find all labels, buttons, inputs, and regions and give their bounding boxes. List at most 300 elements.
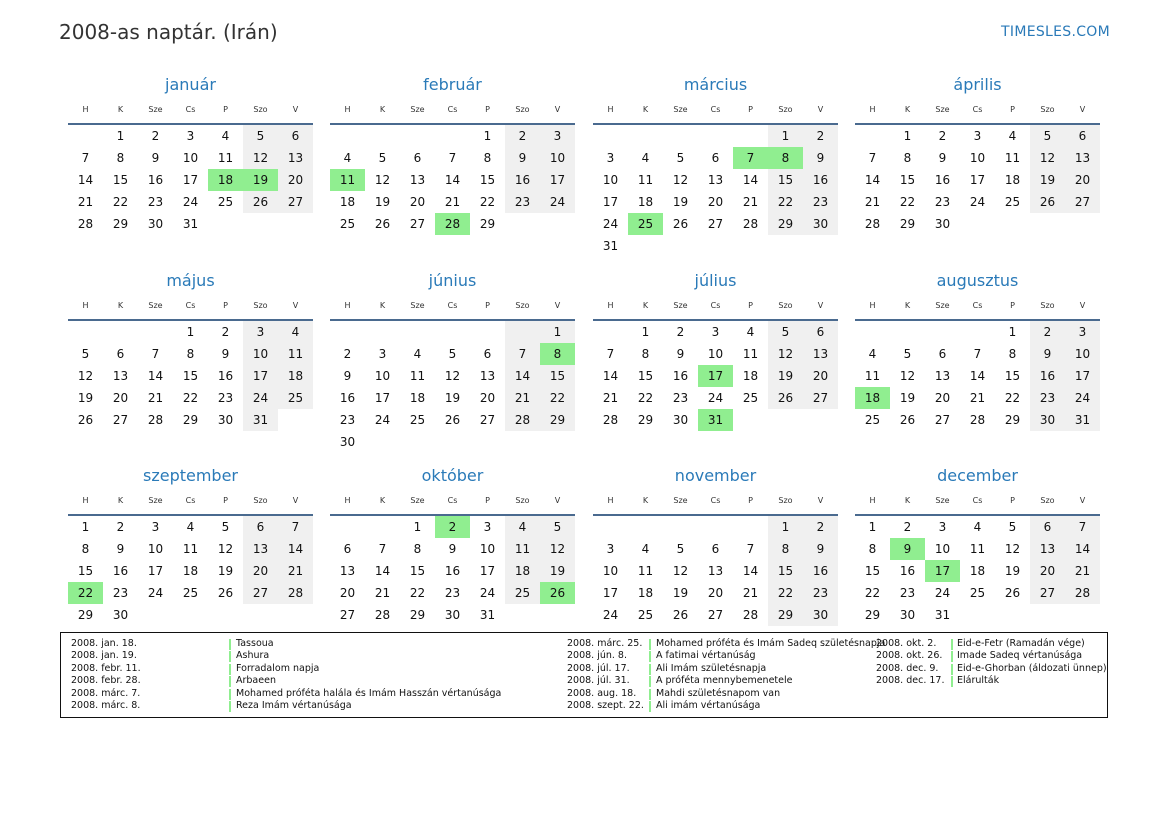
- day-cell[interactable]: 9: [505, 147, 540, 169]
- day-cell[interactable]: 4: [505, 516, 540, 538]
- day-cell[interactable]: 29: [479, 217, 496, 231]
- day-cell[interactable]: 2: [435, 516, 470, 538]
- day-cell[interactable]: 27: [803, 387, 838, 409]
- day-cell[interactable]: 24: [602, 608, 619, 622]
- day-cell[interactable]: 21: [444, 195, 461, 209]
- day-cell[interactable]: 16: [112, 564, 129, 578]
- day-cell[interactable]: 4: [973, 520, 982, 534]
- day-cell[interactable]: 1: [116, 129, 125, 143]
- day-cell[interactable]: 30: [217, 413, 234, 427]
- day-cell[interactable]: 3: [540, 125, 575, 147]
- day-cell[interactable]: 4: [278, 321, 313, 343]
- day-cell[interactable]: 2: [151, 129, 160, 143]
- day-cell[interactable]: 2: [938, 129, 947, 143]
- day-cell[interactable]: 4: [1008, 129, 1017, 143]
- day-cell[interactable]: 30: [147, 217, 164, 231]
- day-cell[interactable]: 28: [864, 217, 881, 231]
- day-cell[interactable]: 7: [505, 343, 540, 365]
- day-cell[interactable]: 12: [1004, 542, 1021, 556]
- day-cell[interactable]: 8: [903, 151, 912, 165]
- day-cell[interactable]: 4: [746, 325, 755, 339]
- day-cell[interactable]: 29: [899, 217, 916, 231]
- day-cell[interactable]: 21: [602, 391, 619, 405]
- day-cell[interactable]: 5: [676, 151, 685, 165]
- day-cell[interactable]: 1: [483, 129, 492, 143]
- day-cell[interactable]: 2: [116, 520, 125, 534]
- day-cell[interactable]: 3: [186, 129, 195, 143]
- day-cell[interactable]: 3: [378, 347, 387, 361]
- day-cell[interactable]: 15: [182, 369, 199, 383]
- day-cell[interactable]: 12: [1030, 147, 1065, 169]
- day-cell[interactable]: 14: [77, 173, 94, 187]
- day-cell[interactable]: 26: [672, 608, 689, 622]
- day-cell[interactable]: 18: [278, 365, 313, 387]
- day-cell[interactable]: 10: [602, 564, 619, 578]
- day-cell[interactable]: 23: [505, 191, 540, 213]
- day-cell[interactable]: 30: [899, 608, 916, 622]
- day-cell[interactable]: 13: [707, 564, 724, 578]
- day-cell[interactable]: 24: [1065, 387, 1100, 409]
- day-cell[interactable]: 13: [803, 343, 838, 365]
- day-cell[interactable]: 25: [628, 213, 663, 235]
- day-cell[interactable]: 28: [1065, 582, 1100, 604]
- day-cell[interactable]: 24: [540, 191, 575, 213]
- day-cell[interactable]: 2: [903, 520, 912, 534]
- day-cell[interactable]: 10: [540, 147, 575, 169]
- day-cell[interactable]: 17: [147, 564, 164, 578]
- day-cell[interactable]: 8: [413, 542, 422, 556]
- day-cell[interactable]: 7: [746, 542, 755, 556]
- day-cell[interactable]: 5: [768, 321, 803, 343]
- day-cell[interactable]: 20: [1030, 560, 1065, 582]
- day-cell[interactable]: 12: [77, 369, 94, 383]
- day-cell[interactable]: 9: [803, 147, 838, 169]
- day-cell[interactable]: 27: [707, 608, 724, 622]
- day-cell[interactable]: 1: [540, 321, 575, 343]
- day-cell[interactable]: 26: [672, 217, 689, 231]
- day-cell[interactable]: 8: [868, 542, 877, 556]
- day-cell[interactable]: 18: [855, 387, 890, 409]
- day-cell[interactable]: 6: [1030, 516, 1065, 538]
- day-cell[interactable]: 30: [803, 604, 838, 626]
- day-cell[interactable]: 9: [938, 151, 947, 165]
- day-cell[interactable]: 6: [278, 125, 313, 147]
- day-cell[interactable]: 16: [672, 369, 689, 383]
- day-cell[interactable]: 1: [768, 125, 803, 147]
- day-cell[interactable]: 26: [77, 413, 94, 427]
- day-cell[interactable]: 13: [243, 538, 278, 560]
- day-cell[interactable]: 17: [925, 560, 960, 582]
- day-cell[interactable]: 9: [448, 542, 457, 556]
- day-cell[interactable]: 11: [969, 542, 986, 556]
- day-cell[interactable]: 31: [243, 409, 278, 431]
- day-cell[interactable]: 31: [1065, 409, 1100, 431]
- day-cell[interactable]: 21: [969, 391, 986, 405]
- day-cell[interactable]: 18: [505, 560, 540, 582]
- day-cell[interactable]: 31: [602, 239, 619, 253]
- day-cell[interactable]: 10: [147, 542, 164, 556]
- day-cell[interactable]: 4: [641, 542, 650, 556]
- day-cell[interactable]: 19: [1004, 564, 1021, 578]
- day-cell[interactable]: 19: [243, 169, 278, 191]
- day-cell[interactable]: 26: [768, 387, 803, 409]
- day-cell[interactable]: 28: [374, 608, 391, 622]
- day-cell[interactable]: 19: [672, 195, 689, 209]
- day-cell[interactable]: 16: [899, 564, 916, 578]
- day-cell[interactable]: 25: [1004, 195, 1021, 209]
- day-cell[interactable]: 26: [243, 191, 278, 213]
- day-cell[interactable]: 19: [217, 564, 234, 578]
- day-cell[interactable]: 26: [374, 217, 391, 231]
- day-cell[interactable]: 17: [182, 173, 199, 187]
- day-cell[interactable]: 7: [448, 151, 457, 165]
- day-cell[interactable]: 10: [602, 173, 619, 187]
- day-cell[interactable]: 27: [243, 582, 278, 604]
- day-cell[interactable]: 23: [803, 191, 838, 213]
- day-cell[interactable]: 7: [278, 516, 313, 538]
- day-cell[interactable]: 18: [208, 169, 243, 191]
- day-cell[interactable]: 5: [540, 516, 575, 538]
- day-cell[interactable]: 11: [182, 542, 199, 556]
- day-cell[interactable]: 1: [413, 520, 422, 534]
- day-cell[interactable]: 25: [217, 195, 234, 209]
- day-cell[interactable]: 18: [637, 586, 654, 600]
- day-cell[interactable]: 29: [768, 604, 803, 626]
- day-cell[interactable]: 17: [1065, 365, 1100, 387]
- day-cell[interactable]: 6: [243, 516, 278, 538]
- day-cell[interactable]: 14: [742, 564, 759, 578]
- day-cell[interactable]: 14: [147, 369, 164, 383]
- day-cell[interactable]: 15: [409, 564, 426, 578]
- day-cell[interactable]: 6: [116, 347, 125, 361]
- day-cell[interactable]: 22: [112, 195, 129, 209]
- day-cell[interactable]: 8: [1008, 347, 1017, 361]
- day-cell[interactable]: 26: [1004, 586, 1021, 600]
- day-cell[interactable]: 25: [339, 217, 356, 231]
- day-cell[interactable]: 14: [444, 173, 461, 187]
- day-cell[interactable]: 8: [768, 147, 803, 169]
- day-cell[interactable]: 18: [637, 195, 654, 209]
- day-cell[interactable]: 24: [707, 391, 724, 405]
- day-cell[interactable]: 22: [768, 191, 803, 213]
- day-cell[interactable]: 10: [934, 542, 951, 556]
- day-cell[interactable]: 16: [147, 173, 164, 187]
- day-cell[interactable]: 12: [217, 542, 234, 556]
- day-cell[interactable]: 20: [803, 365, 838, 387]
- day-cell[interactable]: 4: [413, 347, 422, 361]
- day-cell[interactable]: 21: [374, 586, 391, 600]
- day-cell[interactable]: 1: [903, 129, 912, 143]
- day-cell[interactable]: 22: [540, 387, 575, 409]
- day-cell[interactable]: 22: [68, 582, 103, 604]
- day-cell[interactable]: 22: [479, 195, 496, 209]
- day-cell[interactable]: 18: [409, 391, 426, 405]
- day-cell[interactable]: 7: [378, 542, 387, 556]
- day-cell[interactable]: 13: [707, 173, 724, 187]
- day-cell[interactable]: 15: [540, 365, 575, 387]
- day-cell[interactable]: 24: [374, 413, 391, 427]
- day-cell[interactable]: 15: [899, 173, 916, 187]
- day-cell[interactable]: 28: [742, 217, 759, 231]
- day-cell[interactable]: 1: [186, 325, 195, 339]
- day-cell[interactable]: 22: [768, 582, 803, 604]
- day-cell[interactable]: 11: [330, 169, 365, 191]
- day-cell[interactable]: 6: [413, 151, 422, 165]
- day-cell[interactable]: 7: [81, 151, 90, 165]
- day-cell[interactable]: 8: [116, 151, 125, 165]
- day-cell[interactable]: 3: [243, 321, 278, 343]
- day-cell[interactable]: 20: [479, 391, 496, 405]
- day-cell[interactable]: 26: [1030, 191, 1065, 213]
- day-cell[interactable]: 14: [864, 173, 881, 187]
- day-cell[interactable]: 15: [768, 169, 803, 191]
- day-cell[interactable]: 10: [707, 347, 724, 361]
- day-cell[interactable]: 24: [602, 217, 619, 231]
- day-cell[interactable]: 1: [1008, 325, 1017, 339]
- day-cell[interactable]: 21: [77, 195, 94, 209]
- day-cell[interactable]: 31: [934, 608, 951, 622]
- day-cell[interactable]: 22: [864, 586, 881, 600]
- day-cell[interactable]: 9: [676, 347, 685, 361]
- day-cell[interactable]: 23: [339, 413, 356, 427]
- day-cell[interactable]: 14: [505, 365, 540, 387]
- day-cell[interactable]: 16: [444, 564, 461, 578]
- day-cell[interactable]: 30: [803, 213, 838, 235]
- day-cell[interactable]: 29: [1004, 413, 1021, 427]
- day-cell[interactable]: 11: [637, 173, 654, 187]
- day-cell[interactable]: 22: [182, 391, 199, 405]
- day-cell[interactable]: 15: [77, 564, 94, 578]
- day-cell[interactable]: 16: [1030, 365, 1065, 387]
- day-cell[interactable]: 31: [698, 409, 733, 431]
- day-cell[interactable]: 17: [602, 195, 619, 209]
- day-cell[interactable]: 16: [803, 560, 838, 582]
- day-cell[interactable]: 12: [374, 173, 391, 187]
- day-cell[interactable]: 17: [698, 365, 733, 387]
- day-cell[interactable]: 7: [1065, 516, 1100, 538]
- day-cell[interactable]: 13: [339, 564, 356, 578]
- day-cell[interactable]: 28: [969, 413, 986, 427]
- day-cell[interactable]: 20: [707, 586, 724, 600]
- day-cell[interactable]: 8: [81, 542, 90, 556]
- day-cell[interactable]: 25: [505, 582, 540, 604]
- day-cell[interactable]: 2: [343, 347, 352, 361]
- day-cell[interactable]: 1: [81, 520, 90, 534]
- day-cell[interactable]: 12: [899, 369, 916, 383]
- day-cell[interactable]: 23: [444, 586, 461, 600]
- day-cell[interactable]: 21: [742, 195, 759, 209]
- day-cell[interactable]: 5: [243, 125, 278, 147]
- day-cell[interactable]: 5: [903, 347, 912, 361]
- day-cell[interactable]: 15: [637, 369, 654, 383]
- day-cell[interactable]: 13: [1030, 538, 1065, 560]
- day-cell[interactable]: 30: [934, 217, 951, 231]
- day-cell[interactable]: 16: [505, 169, 540, 191]
- day-cell[interactable]: 14: [1065, 538, 1100, 560]
- day-cell[interactable]: 1: [641, 325, 650, 339]
- day-cell[interactable]: 8: [540, 343, 575, 365]
- day-cell[interactable]: 25: [637, 608, 654, 622]
- day-cell[interactable]: 27: [707, 217, 724, 231]
- day-cell[interactable]: 2: [803, 516, 838, 538]
- day-cell[interactable]: 21: [1065, 560, 1100, 582]
- day-cell[interactable]: 27: [339, 608, 356, 622]
- day-cell[interactable]: 30: [444, 608, 461, 622]
- day-cell[interactable]: 12: [672, 564, 689, 578]
- day-cell[interactable]: 19: [768, 365, 803, 387]
- day-cell[interactable]: 12: [243, 147, 278, 169]
- day-cell[interactable]: 24: [969, 195, 986, 209]
- day-cell[interactable]: 22: [899, 195, 916, 209]
- day-cell[interactable]: 18: [969, 564, 986, 578]
- day-cell[interactable]: 25: [182, 586, 199, 600]
- day-cell[interactable]: 11: [278, 343, 313, 365]
- day-cell[interactable]: 17: [540, 169, 575, 191]
- day-cell[interactable]: 11: [637, 564, 654, 578]
- day-cell[interactable]: 30: [672, 413, 689, 427]
- day-cell[interactable]: 22: [637, 391, 654, 405]
- day-cell[interactable]: 1: [868, 520, 877, 534]
- day-cell[interactable]: 10: [243, 343, 278, 365]
- day-cell[interactable]: 25: [278, 387, 313, 409]
- day-cell[interactable]: 28: [602, 413, 619, 427]
- day-cell[interactable]: 21: [864, 195, 881, 209]
- day-cell[interactable]: 30: [112, 608, 129, 622]
- day-cell[interactable]: 24: [182, 195, 199, 209]
- day-cell[interactable]: 9: [803, 538, 838, 560]
- day-cell[interactable]: 18: [182, 564, 199, 578]
- day-cell[interactable]: 10: [374, 369, 391, 383]
- day-cell[interactable]: 31: [182, 217, 199, 231]
- day-cell[interactable]: 25: [864, 413, 881, 427]
- day-cell[interactable]: 11: [1004, 151, 1021, 165]
- day-cell[interactable]: 19: [672, 586, 689, 600]
- day-cell[interactable]: 25: [742, 391, 759, 405]
- day-cell[interactable]: 5: [81, 347, 90, 361]
- day-cell[interactable]: 3: [606, 151, 615, 165]
- day-cell[interactable]: 3: [151, 520, 160, 534]
- day-cell[interactable]: 26: [899, 413, 916, 427]
- day-cell[interactable]: 29: [540, 409, 575, 431]
- day-cell[interactable]: 3: [938, 520, 947, 534]
- day-cell[interactable]: 14: [602, 369, 619, 383]
- day-cell[interactable]: 30: [339, 435, 356, 449]
- day-cell[interactable]: 23: [803, 582, 838, 604]
- day-cell[interactable]: 14: [742, 173, 759, 187]
- day-cell[interactable]: 9: [343, 369, 352, 383]
- day-cell[interactable]: 13: [409, 173, 426, 187]
- day-cell[interactable]: 26: [217, 586, 234, 600]
- day-cell[interactable]: 11: [217, 151, 234, 165]
- day-cell[interactable]: 29: [182, 413, 199, 427]
- day-cell[interactable]: 10: [182, 151, 199, 165]
- day-cell[interactable]: 20: [409, 195, 426, 209]
- day-cell[interactable]: 13: [112, 369, 129, 383]
- day-cell[interactable]: 29: [864, 608, 881, 622]
- day-cell[interactable]: 28: [435, 213, 470, 235]
- day-cell[interactable]: 2: [1030, 321, 1065, 343]
- day-cell[interactable]: 11: [409, 369, 426, 383]
- day-cell[interactable]: 19: [374, 195, 391, 209]
- day-cell[interactable]: 19: [899, 391, 916, 405]
- day-cell[interactable]: 27: [112, 413, 129, 427]
- day-cell[interactable]: 29: [637, 413, 654, 427]
- day-cell[interactable]: 9: [890, 538, 925, 560]
- day-cell[interactable]: 24: [147, 586, 164, 600]
- day-cell[interactable]: 8: [483, 151, 492, 165]
- day-cell[interactable]: 27: [1030, 582, 1065, 604]
- day-cell[interactable]: 29: [409, 608, 426, 622]
- day-cell[interactable]: 2: [676, 325, 685, 339]
- day-cell[interactable]: 3: [606, 542, 615, 556]
- day-cell[interactable]: 15: [864, 564, 881, 578]
- day-cell[interactable]: 27: [278, 191, 313, 213]
- day-cell[interactable]: 23: [899, 586, 916, 600]
- day-cell[interactable]: 6: [483, 347, 492, 361]
- day-cell[interactable]: 17: [479, 564, 496, 578]
- day-cell[interactable]: 10: [1065, 343, 1100, 365]
- day-cell[interactable]: 6: [938, 347, 947, 361]
- day-cell[interactable]: 16: [803, 169, 838, 191]
- day-cell[interactable]: 13: [278, 147, 313, 169]
- day-cell[interactable]: 22: [1004, 391, 1021, 405]
- day-cell[interactable]: 24: [243, 387, 278, 409]
- day-cell[interactable]: 21: [147, 391, 164, 405]
- day-cell[interactable]: 12: [768, 343, 803, 365]
- day-cell[interactable]: 9: [151, 151, 160, 165]
- day-cell[interactable]: 27: [934, 413, 951, 427]
- day-cell[interactable]: 16: [339, 391, 356, 405]
- day-cell[interactable]: 30: [1030, 409, 1065, 431]
- day-cell[interactable]: 7: [868, 151, 877, 165]
- day-cell[interactable]: 15: [768, 560, 803, 582]
- day-cell[interactable]: 2: [505, 125, 540, 147]
- day-cell[interactable]: 18: [1004, 173, 1021, 187]
- day-cell[interactable]: 28: [505, 409, 540, 431]
- day-cell[interactable]: 27: [479, 413, 496, 427]
- day-cell[interactable]: 18: [742, 369, 759, 383]
- day-cell[interactable]: 13: [1065, 147, 1100, 169]
- day-cell[interactable]: 8: [641, 347, 650, 361]
- day-cell[interactable]: 23: [217, 391, 234, 405]
- day-cell[interactable]: 23: [147, 195, 164, 209]
- day-cell[interactable]: 28: [147, 413, 164, 427]
- day-cell[interactable]: 5: [1030, 125, 1065, 147]
- brand-link[interactable]: TIMESLES.COM: [1001, 24, 1110, 40]
- day-cell[interactable]: 6: [711, 542, 720, 556]
- day-cell[interactable]: 9: [116, 542, 125, 556]
- day-cell[interactable]: 9: [221, 347, 230, 361]
- day-cell[interactable]: 3: [711, 325, 720, 339]
- day-cell[interactable]: 3: [483, 520, 492, 534]
- day-cell[interactable]: 22: [409, 586, 426, 600]
- day-cell[interactable]: 21: [278, 560, 313, 582]
- day-cell[interactable]: 20: [707, 195, 724, 209]
- day-cell[interactable]: 20: [934, 391, 951, 405]
- day-cell[interactable]: 26: [540, 582, 575, 604]
- day-cell[interactable]: 10: [969, 151, 986, 165]
- day-cell[interactable]: 15: [112, 173, 129, 187]
- day-cell[interactable]: 4: [641, 151, 650, 165]
- day-cell[interactable]: 7: [973, 347, 982, 361]
- day-cell[interactable]: 6: [343, 542, 352, 556]
- day-cell[interactable]: 12: [672, 173, 689, 187]
- day-cell[interactable]: 17: [374, 391, 391, 405]
- day-cell[interactable]: 17: [969, 173, 986, 187]
- day-cell[interactable]: 5: [676, 542, 685, 556]
- day-cell[interactable]: 8: [768, 538, 803, 560]
- day-cell[interactable]: 14: [374, 564, 391, 578]
